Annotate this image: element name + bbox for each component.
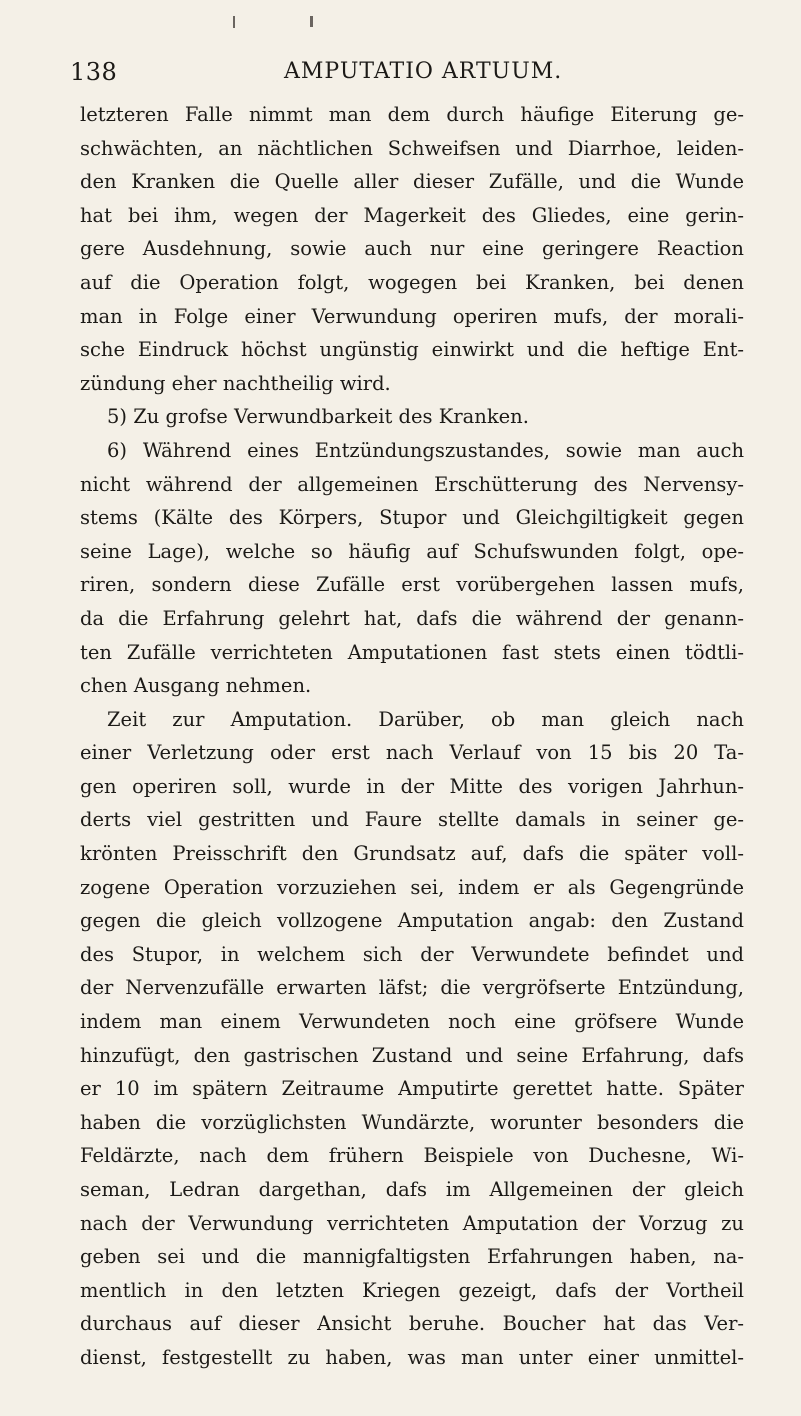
text-line: stems (Kälte des Körpers, Stupor und Gleichgiltigkeit gegen (80, 506, 744, 530)
text-line: gen operiren soll, wurde in der Mitte des vorigen Jahrhun- (80, 774, 744, 798)
text-line: Feldärzte, nach dem frühern Beispiele von Duchesne, Wi- (80, 1144, 744, 1168)
text-line: den Kranken die Quelle aller dieser Zufälle, und die Wunde (80, 170, 744, 194)
text-line: nach der Verwundung verrichteten Amputation der Vorzug zu (80, 1211, 744, 1235)
text-line: einer Verletzung oder erst nach Verlauf von 15 bis 20 Ta- (80, 741, 744, 765)
body-text (80, 98, 744, 1375)
text-line: letzteren Falle nimmt man dem durch häufige Eiterung ge- (80, 103, 744, 126)
text-line: ten Zufälle verrichteten Amputationen fast stets einen tödtli- (80, 640, 744, 664)
page-number: 138 (70, 58, 118, 86)
ink-mark (310, 16, 313, 27)
text-line: 5) Zu grofse Verwundbarkeit des Kranken. (107, 405, 529, 429)
text-line: sche Eindruck höchst ungünstig einwirkt und die heftige Ent- (80, 338, 744, 362)
text-line: der Nervenzufälle erwarten läfst; die vergröfserte Entzündung, (80, 976, 744, 1000)
text-line: krönten Preisschrift den Grundsatz auf, dafs die später voll- (80, 842, 744, 866)
text-line: mentlich in den letzten Kriegen gezeigt, dafs der Vortheil (80, 1278, 744, 1302)
text-line: durchaus auf dieser Ansicht beruhe. Boucher hat das Ver- (80, 1312, 744, 1336)
text-line: gere Ausdehnung, sowie auch nur eine geringere Reaction (80, 237, 744, 261)
text-line: schwächten, an nächtlichen Schweifsen und Diarrhoe, leiden- (80, 136, 744, 160)
text-line: er 10 im spätern Zeitraume Amputirte gerettet hatte. Später (80, 1077, 744, 1101)
text-line: zogene Operation vorzuziehen sei, indem er als Gegengründe (80, 875, 744, 899)
text-line: seman, Ledran dargethan, dafs im Allgemeinen der gleich (80, 1178, 744, 1201)
text-line: zündung eher nachtheilig wird. (80, 371, 391, 395)
page-header (70, 58, 740, 92)
text-line: seine Lage), welche so häufig auf Schufswunden folgt, ope- (80, 539, 744, 563)
text-line: derts viel gestritten und Faure stellte damals in seiner ge- (80, 808, 744, 832)
text-line: chen Ausgang nehmen. (80, 674, 312, 698)
text-line: riren, sondern diese Zufälle erst vorübergehen lassen mufs, (80, 573, 744, 597)
text-line: dienst, festgestellt zu haben, was man unter einer unmittel- (80, 1345, 744, 1369)
text-line: des Stupor, in welchem sich der Verwundete befindet und (80, 942, 744, 966)
text-line: indem man einem Verwundeten noch eine gröfsere Wunde (80, 1010, 744, 1034)
text-line: da die Erfahrung gelehrt hat, dafs die während der genann- (80, 606, 744, 630)
text-line: Zeit zur Amputation. Darüber, ob man gleich nach (107, 707, 744, 731)
text-line: nicht während der allgemeinen Erschütterung des Nervensy- (80, 472, 744, 496)
running-head: AMPUTATIO ARTUUM. (284, 59, 563, 84)
text-line: gegen die gleich vollzogene Amputation angab: den Zustand (80, 909, 744, 933)
text-line: man in Folge einer Verwundung operiren mufs, der morali- (80, 304, 744, 328)
text-line: haben die vorzüglichsten Wundärzte, worunter besonders die (80, 1110, 744, 1134)
text-line: hat bei ihm, wegen der Magerkeit des Gliedes, eine gerin- (80, 203, 744, 227)
text-line: geben sei und die mannigfaltigsten Erfahrungen haben, na- (80, 1245, 744, 1269)
text-line: auf die Operation folgt, wogegen bei Kranken, bei denen (80, 270, 744, 294)
text-line: hinzufügt, den gastrischen Zustand und seine Erfahrung, dafs (80, 1043, 744, 1067)
ink-mark (233, 16, 235, 28)
text-line: 6) Während eines Entzündungszustandes, sowie man auch (107, 438, 744, 462)
